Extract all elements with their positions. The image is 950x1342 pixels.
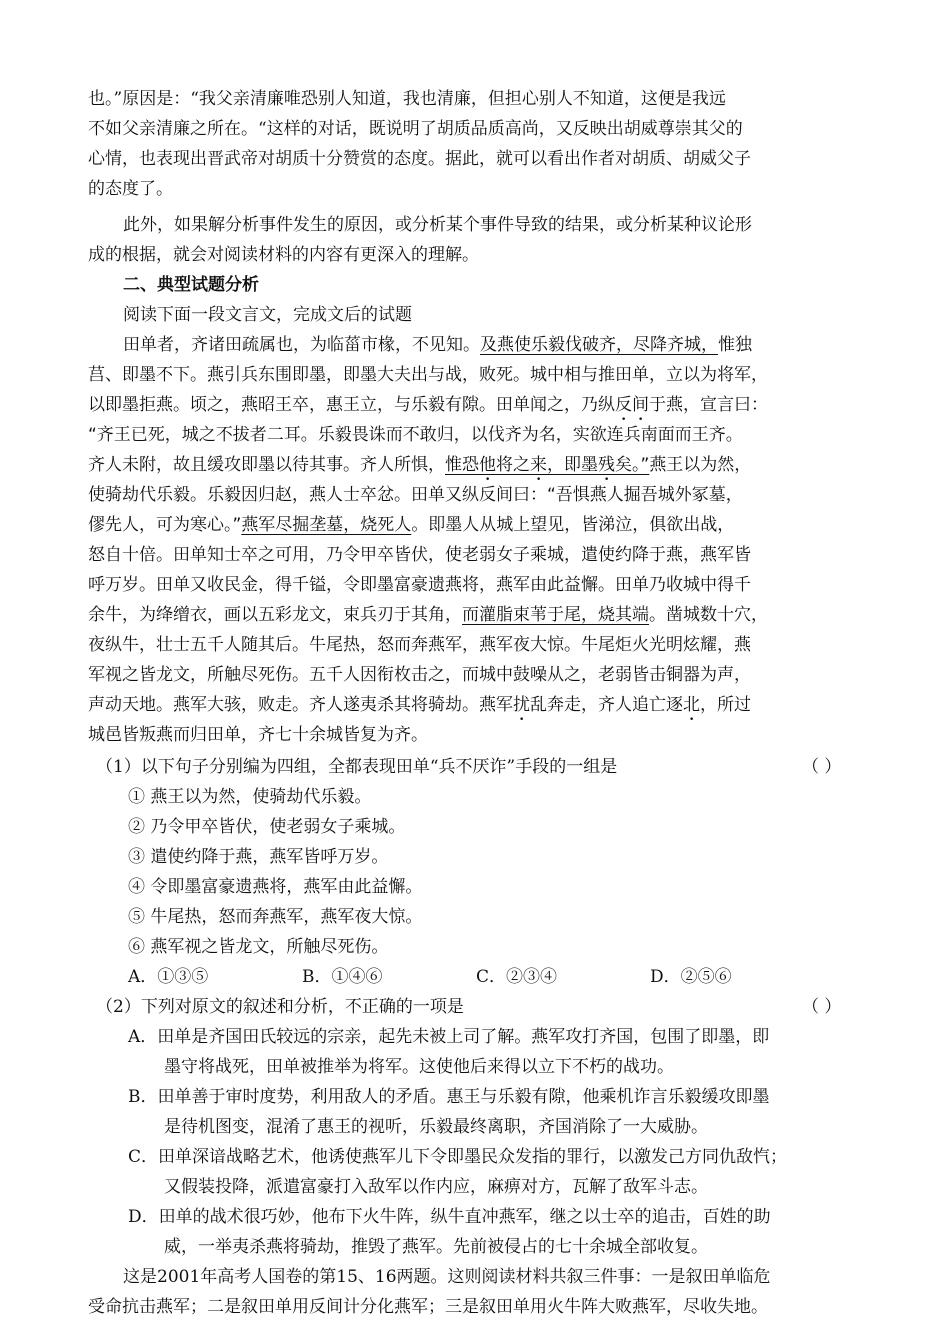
q2-option-c-line-1: C．田单深谙战略艺术，他诱使燕军儿下令即墨民众发指的罪行，以激发己方同仇敌忾； — [128, 1147, 788, 1167]
passage-line-7: 僇先人，可为寒心。”燕军尽掘垄墓，烧死人。即墨人从城上望见，皆涕泣，俱欲出战， — [88, 515, 735, 535]
section-instruction: 阅读下面一段文言文，完成文后的试题 — [123, 305, 412, 325]
q1-option-d: D．②⑤⑥ — [650, 967, 732, 987]
closing-line-1: 这是2001年高考人国卷的第15、16两题。这则阅读材料共叙三件事：一是叙田单临危 — [123, 1267, 771, 1287]
q1-item-4: ④ 令即墨富豪遗燕将，燕军由此益懈。 — [128, 877, 423, 897]
passage-line-11: 夜纵牛，壮士五千人随其后。牛尾热，怒而奔燕军，燕军夜大惊。牛尾炬火光明炫耀，燕 — [88, 635, 751, 655]
q2-option-c-line-2: 又假装投降，派遣富豪打入敌军以作内应，麻痹对方，瓦解了敌军斗志。 — [164, 1177, 708, 1197]
q1-option-c: C．②③④ — [476, 967, 558, 987]
closing-line-2: 受命抗击燕军；二是叙田单用反间计分化燕军；三是叙田单用火牛阵大败燕军，尽收失地。 — [88, 1297, 768, 1317]
q2-option-b-line-1: B．田单善于审时度势，利用敌人的矛盾。惠王与乐毅有隙，他乘机诈言乐毅缓攻即墨 — [128, 1087, 770, 1107]
q2-option-a-line-2: 墨守将战死，田单被推举为将军。这使他后来得以立下不朽的战功。 — [164, 1057, 674, 1077]
q1-item-3: ③ 遣使约降于燕，燕军皆呼万岁。 — [128, 847, 389, 867]
passage-line-1: 田单者，齐诸田疏属也，为临菑市椽，不见知。及燕使乐毅伐破齐，尽降齐城，惟独 — [123, 335, 752, 355]
section-heading: 二、典型试题分析 — [123, 275, 259, 295]
passage-line-2: 莒、即墨不下。燕引兵东围即墨，即墨大夫出与战，败死。城中相与推田单，立以为将军， — [88, 365, 768, 385]
q1-item-1: ① 燕王以为然，使骑劫代乐毅。 — [128, 787, 372, 807]
q1-answer-paren: （ ） — [802, 757, 842, 777]
intro-line-3: 心情，也表现出晋武帝对胡质十分赞赏的态度。据此，就可以看出作者对胡质、胡威父子 — [88, 149, 751, 169]
passage-line-5: 齐人未附，故且缓攻即墨以待其事。齐人所惧，惟恐他将之来，即墨残矣。”燕王以为然， — [88, 455, 752, 475]
passage-line-9: 呼万岁。田单又收民金，得千镒，令即墨富豪遗燕将，燕军由此益懈。田单乃收城中得千 — [88, 575, 751, 595]
q2-stem: （2）下列对原文的叙述和分析，不正确的一项是 — [96, 997, 464, 1017]
intro-line-6: 成的根据，就会对阅读材料的内容有更深入的理解。 — [88, 245, 479, 265]
intro-line-2: 不如父亲清廉之所在。“这样的对话，既说明了胡质品质高尚，又反映出胡威尊崇其父的 — [88, 119, 743, 139]
intro-line-4: 的态度了。 — [88, 179, 173, 199]
passage-line-6: 使骑劫代乐毅。乐毅因归赵，燕人士卒忿。田单又纵反间曰：“吾惧燕人掘吾城外冢墓， — [88, 485, 743, 505]
q2-option-d-line-2: 威，一举夷杀燕将骑劫，推毁了燕军。先前被侵占的七十余城全部收复。 — [164, 1237, 708, 1257]
q2-option-b-line-2: 是待机图变，混淆了惠王的视听，乐毅最终离职，齐国消除了一大威胁。 — [164, 1117, 708, 1137]
intro-line-1: 也。”原因是：“我父亲清廉唯恐别人知道，我也清廉，但担心别人不知道，这便是我远 — [88, 89, 726, 109]
passage-line-8: 怒自十倍。田单知士卒之可用，乃令甲卒皆伏，使老弱女子乘城，遣使约降于燕，燕军皆 — [88, 545, 751, 565]
q1-item-2: ② 乃令甲卒皆伏，使老弱女子乘城。 — [128, 817, 406, 837]
q1-option-a: A．①③⑤ — [128, 967, 209, 987]
intro-line-5: 此外，如果解分析事件发生的原因，或分析某个事件导致的结果，或分析某种议论形 — [123, 215, 752, 235]
q1-stem: （1）以下句子分别编为四组，全都表现田单“兵不厌诈”手段的一组是 — [96, 757, 618, 777]
q1-option-b: B．①④⑥ — [302, 967, 383, 987]
passage-line-12: 军视之皆龙文，所触尽死伤。五千人因衔枚击之，而城中鼓噪从之，老弱皆击铜器为声， — [88, 665, 751, 685]
passage-line-14: 城邑皆叛燕而归田单，齐七十余城皆复为齐。 — [88, 725, 428, 745]
q1-stem-row — [96, 752, 876, 782]
q2-answer-paren: （ ） — [802, 997, 842, 1017]
passage-line-4: “齐王已死，城之不拔者二耳。乐毅畏诛而不敢归，以伐齐为名，实欲连兵南面而王齐。 — [88, 425, 743, 445]
q1-item-6: ⑥ 燕军视之皆龙文，所触尽死伤。 — [128, 937, 389, 957]
q1-item-5: ⑤ 牛尾热，怒而奔燕军，燕军夜大惊。 — [128, 907, 423, 927]
q2-option-d-line-1: D．田单的战术很巧妙，他布下火牛阵，纵牛直冲燕军，继之以士卒的追击，百姓的助 — [128, 1207, 771, 1227]
passage-line-3: 以即墨拒燕。顷之，燕昭王卒，惠王立，与乐毅有隙。田单闻之，乃纵反间于燕，宣言曰： — [88, 395, 768, 415]
passage-line-13: 声动天地。燕军大骇，败走。齐人遂夷杀其将骑劫。燕军扰乱奔走，齐人追亡逐北，所过 — [88, 695, 751, 715]
passage-line-10: 余牛，为绛缯衣，画以五彩龙文，束兵刃于其角，而灌脂束苇于尾，烧其端。凿城数十穴， — [88, 605, 768, 625]
q2-stem-row — [96, 992, 876, 1022]
q2-option-a-line-1: A．田单是齐国田氏较远的宗亲，起先未被上司了解。燕军攻打齐国，包围了即墨，即 — [128, 1027, 770, 1047]
